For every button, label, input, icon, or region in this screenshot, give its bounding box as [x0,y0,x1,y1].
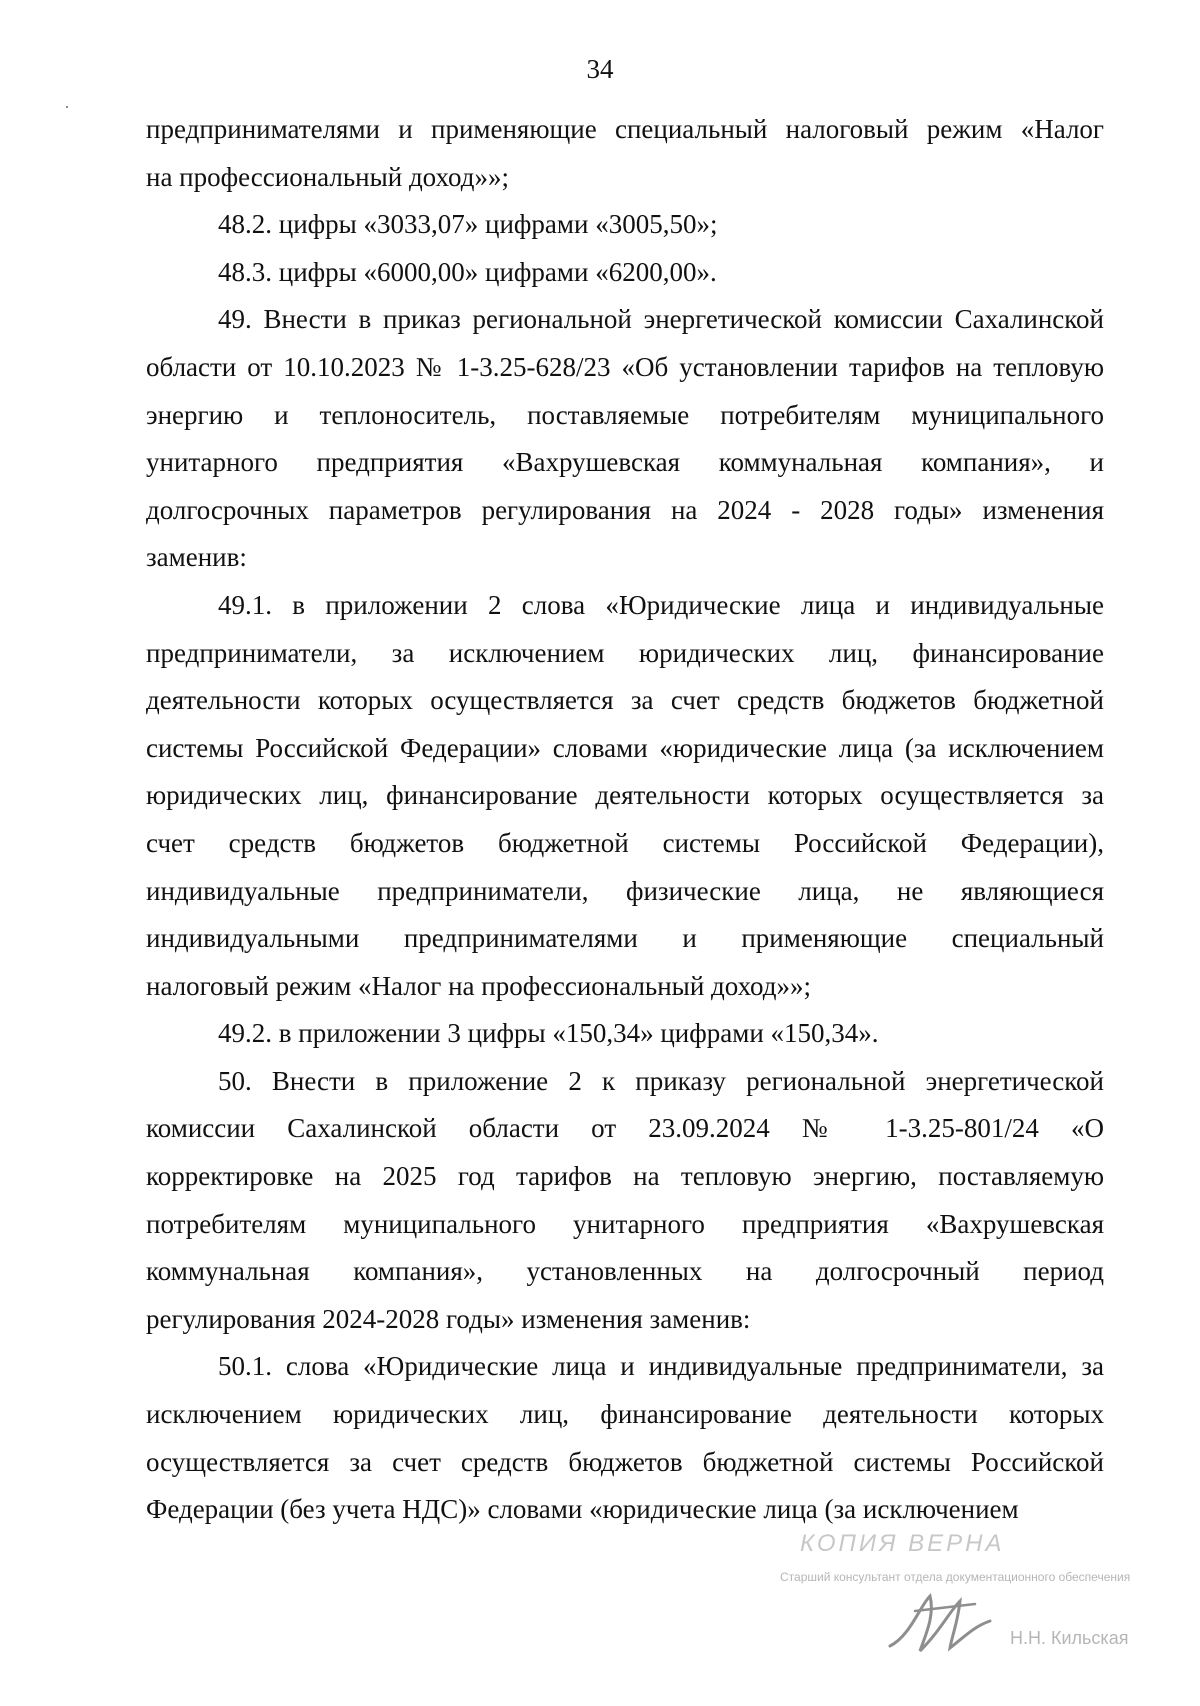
text-line: корректировке на 2025 год тарифов на тепловую энергию, поставляемую [146,1161,1104,1192]
text-line: на профессиональный доход»»; [146,161,509,192]
handwritten-signature [880,1576,1000,1666]
paragraph [146,1343,1104,1533]
text-line: индивидуальными предпринимателями и применяющие специальный [146,923,1104,954]
text-line: коммунальная компания», установленных на долгосрочный период [146,1256,1104,1287]
text-line: комиссии Сахалинской области от 23.09.2024 № 1-3.25-801/24 «О [146,1113,1104,1144]
stamp-title: КОПИЯ ВЕРНА [800,1530,1005,1557]
paragraph [146,106,1104,201]
stamp-signatory: Н.Н. Кильская [1010,1628,1129,1648]
stamp-position: Старший консультант отдела документационного обеспечения [780,1570,1131,1584]
text-line: 50.1. слова «Юридические лица и индивидуальные предприниматели, за [218,1351,1104,1382]
text-line: предприниматели, за исключением юридических лиц, финансирование [146,637,1104,668]
page-number: 34 [586,54,614,84]
paragraph [146,249,1104,297]
text-line: энергию и теплоноситель, поставляемые потребителям муниципального [146,399,1104,430]
text-line: предпринимателями и применяющие специальный налоговый режим «Налог [146,114,1104,144]
text-line: 48.2. цифры «3033,07» цифрами «3005,50»; [218,209,718,240]
text-line: 49. Внести в приказ региональной энергетической комиссии Сахалинской [218,304,1104,335]
paragraph [146,1058,1104,1344]
certification-stamp [740,1528,1160,1678]
text-line: системы Российской Федерации» словами «юридические лица (за исключением [146,732,1104,763]
text-line: области от 10.10.2023 № 1-3.25-628/23 «Об установлении тарифов на тепловую [146,351,1104,382]
paragraph [146,582,1104,1010]
text-line: 48.3. цифры «6000,00» цифрами «6200,00». [218,256,717,287]
text-line: индивидуальные предприниматели, физические лица, не являющиеся [146,875,1104,906]
text-line: потребителям муниципального унитарного предприятия «Вахрушевская [146,1208,1104,1239]
text-line: налоговый режим «Налог на профессиональный доход»»; [146,970,812,1001]
text-line: осуществляется за счет средств бюджетов бюджетной системы Российской [146,1446,1104,1477]
text-line: 49.1. в приложении 2 слова «Юридические лица и индивидуальные [218,589,1104,620]
text-line: Федерации (без учета НДС)» словами «юридические лица (за исключением [146,1494,1019,1525]
text-line: долгосрочных параметров регулирования на 2024 - 2028 годы» изменения [146,494,1104,525]
text-line: 49.2. в приложении 3 цифры «150,34» цифрами «150,34». [218,1018,879,1049]
paragraph [146,296,1104,582]
text-line: счет средств бюджетов бюджетной системы Российской Федерации), [146,827,1104,858]
text-line: 50. Внести в приложение 2 к приказу региональной энергетической [218,1065,1104,1096]
text-line: заменив: [146,542,247,573]
text-line: деятельности которых осуществляется за счет средств бюджетов бюджетной [146,685,1104,716]
text-line: юридических лиц, финансирование деятельности которых осуществляется за [146,780,1104,811]
document-body [146,106,1104,1534]
paragraph [146,1010,1104,1058]
text-line: регулирования 2024-2028 годы» изменения заменив: [146,1303,751,1334]
text-line: исключением юридических лиц, финансирование деятельности которых [146,1399,1104,1430]
text-line: унитарного предприятия «Вахрушевская коммунальная компания», и [146,447,1104,478]
paragraph [146,201,1104,249]
scan-speck [66,106,68,108]
